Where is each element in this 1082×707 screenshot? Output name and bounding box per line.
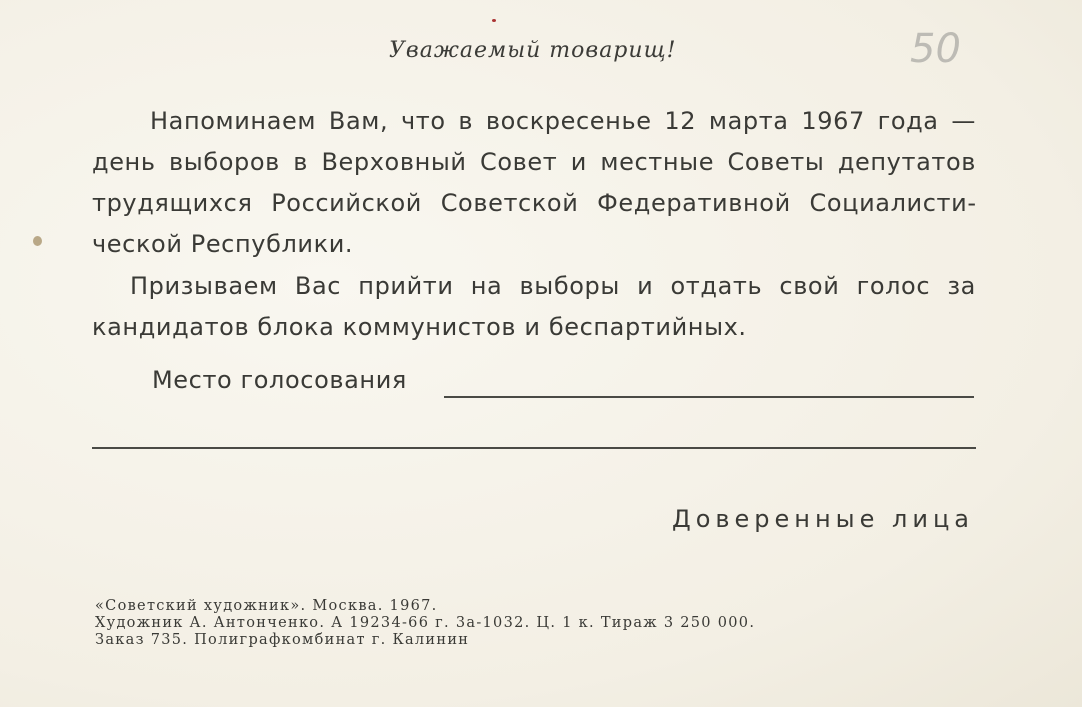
paper-stain [33,236,42,246]
imprint-line: Художник А. Антонченко. А 19234-66 г. 3а-1032. Ц. 1 к. Тираж 3 250 000. [95,615,756,631]
imprint-line: «Советский художник». Москва. 1967. [95,598,438,614]
reminder-paragraph: Напоминаем Вам, что в воскресенье 12 марта 1967 года — день выборов в Верховный Совет и местные Советы депутатов трудящихся Российской Советской Федеративной Социалистической Республики. [92,107,976,258]
voting-place-second-line [92,447,976,449]
ink-speck [492,19,496,22]
voting-place-blank-line [444,396,974,398]
signature-trusted-persons: Доверенные лица [671,505,974,533]
greeting-heading: Уважаемый товарищ! [389,38,677,63]
imprint-line: Заказ 735. Полиграфкомбинат г. Калинин [95,632,470,648]
voting-place-label: Место голосования [152,366,407,394]
appeal-paragraph: Призываем Вас прийти на выборы и отдать свой голос за кандидатов блока коммунистов и беспартийных. [92,272,976,341]
printing-imprint [95,598,755,649]
handwritten-number: 50 [910,26,961,72]
